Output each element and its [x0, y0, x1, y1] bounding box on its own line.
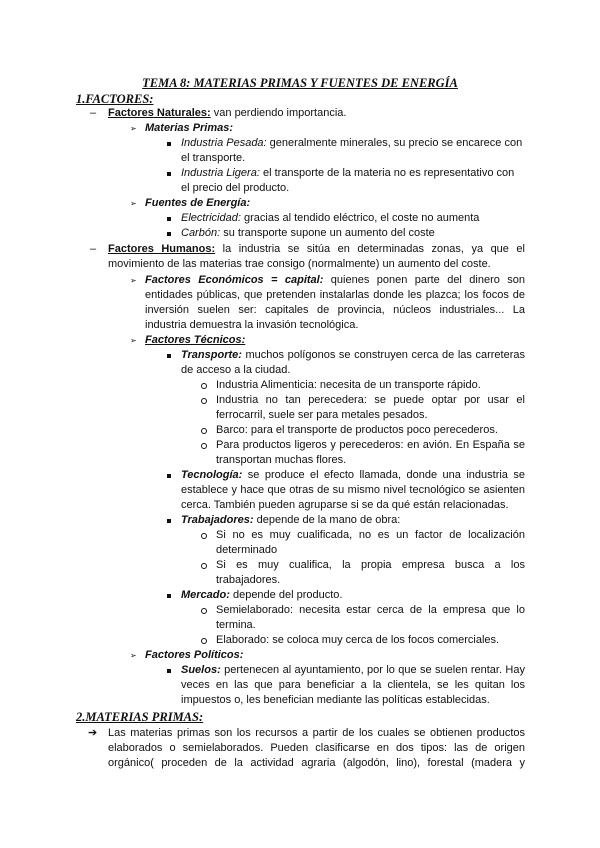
trabajadores-label: Trabajadores:	[181, 514, 254, 526]
suelos-text-1: pertenecen al ayuntamiento, por lo que se suelen rentar. Hay	[220, 664, 525, 676]
politicos-heading: Factores Políticos:	[145, 649, 244, 661]
tecnicos-heading: Factores Técnicos:	[145, 334, 246, 346]
materias-line-1: Las materias primas son los recursos a partir de los cuales se obtienen productos	[108, 727, 525, 739]
semielaborado-line-2: termina.	[216, 619, 256, 631]
square-bullet-icon	[167, 519, 171, 523]
ligera-text-1: el transporte de la materia no es representativo con	[259, 167, 515, 179]
tecnologia-text-1: se produce el efecto llamada, donde una industria se	[242, 469, 525, 481]
circle-bullet-icon	[201, 383, 207, 389]
circle-bullet-icon	[201, 398, 207, 404]
pesada-line-1	[181, 136, 522, 151]
elaborado-line: Elaborado: se coloca muy cerca de los focos comerciales.	[216, 634, 500, 646]
naturales-text: van perdiendo importancia.	[210, 107, 347, 119]
suelos-label: Suelos:	[181, 664, 221, 676]
barco-line: Barco: para el transporte de productos poco perecederos.	[216, 424, 498, 436]
tecnologia-line-1	[181, 468, 525, 483]
trab-si-line-1: Si es muy cualifica, la propia empresa busca a los	[216, 559, 525, 571]
trabajadores-text: depende de la mano de obra:	[253, 514, 401, 526]
ligera-label: Industria Ligera:	[181, 167, 260, 179]
circle-bullet-icon	[201, 428, 207, 434]
carbon-line	[181, 226, 435, 241]
materias-line-2: elaborados o semielaborados. Pueden clasificarse en dos tipos: las de origen	[108, 742, 525, 754]
pesada-line-2: el transporte.	[181, 152, 246, 164]
square-bullet-icon	[167, 172, 171, 176]
transporte-label: Transporte:	[181, 349, 242, 361]
naturales-line	[108, 106, 346, 121]
humanos-line-2: movimiento de las materias trae consigo (normalmente) un aumento del coste.	[108, 258, 491, 270]
electricidad-line	[181, 211, 479, 226]
transporte-text-1: muchos polígonos se construyen cerca de las carreteras	[241, 349, 525, 361]
ligera-line-1	[181, 166, 514, 181]
arrowhead-bullet-icon: ➢	[130, 336, 137, 345]
tecnologia-label: Tecnología:	[181, 469, 243, 481]
square-bullet-icon	[167, 354, 171, 358]
semielaborado-line-1: Semielaborado: necesita estar cerca de la empresa que lo	[216, 604, 525, 616]
square-bullet-icon	[167, 232, 171, 236]
tecnologia-line-3: cerca. También pueden agruparse si se da qué están relacionadas.	[181, 499, 509, 511]
square-bullet-icon	[167, 217, 171, 221]
economicos-line-1	[145, 273, 525, 288]
transporte-line-2: de acceso a la ciudad.	[181, 364, 291, 376]
tecnologia-line-2: establece y hace que otras de su mismo nivel tecnológico se asienten	[181, 484, 525, 496]
materias-primas-heading: Materias Primas:	[145, 122, 234, 134]
circle-bullet-icon	[201, 443, 207, 449]
square-bullet-icon	[167, 142, 171, 146]
pesada-label: Industria Pesada:	[181, 137, 267, 149]
transporte-line-1	[181, 348, 525, 363]
economicos-text-1: quienes ponen parte del dinero son	[323, 274, 525, 286]
humanos-line-1	[108, 242, 525, 257]
suelos-line-3: impuestos o, les benefician mediante las políticas establecidas.	[181, 694, 490, 706]
square-bullet-icon	[167, 669, 171, 673]
naturales-label: Factores Naturales:	[108, 107, 211, 119]
avion-line-1: Para productos ligeros y perecederos: en avión. En España se	[216, 439, 525, 451]
section-heading-factores: 1.FACTORES:	[76, 92, 154, 106]
circle-bullet-icon	[201, 563, 207, 569]
trab-si-line-2: trabajadores.	[216, 574, 281, 586]
ligera-line-2: el precio del producto.	[181, 182, 290, 194]
circle-bullet-icon	[201, 608, 207, 614]
economicos-line-3: inversión suelen ser: capitales de provincia, núcleos industriales... La	[145, 304, 525, 316]
avion-line-2: transportan muchas flores.	[216, 454, 347, 466]
mercado-line	[181, 588, 342, 603]
carbon-text: su transporte supone un aumento del coste	[220, 227, 435, 239]
electricidad-text: gracias al tendido eléctrico, el coste no aumenta	[240, 212, 480, 224]
arrowhead-bullet-icon: ➢	[130, 651, 137, 660]
alimenticia-line: Industria Alimenticia: necesita de un transporte rápido.	[216, 379, 481, 391]
economicos-line-2: entidades públicas, que pretenden instalarlas donde les plazca; los focos de	[145, 289, 525, 301]
arrowhead-bullet-icon: ➢	[130, 276, 137, 285]
pesada-text-1: generalmente minerales, su precio se encarece con	[266, 137, 523, 149]
carbon-label: Carbón:	[181, 227, 221, 239]
square-bullet-icon	[167, 474, 171, 478]
mercado-label: Mercado:	[181, 589, 230, 601]
trab-no-line-1: Si no es muy cualificada, no es un factor de localización	[216, 529, 525, 541]
trab-no-line-2: determinado	[216, 544, 278, 556]
fuentes-heading: Fuentes de Energía:	[145, 197, 251, 209]
humanos-label: Factores Humanos:	[108, 243, 216, 255]
arrowhead-bullet-icon: ➢	[130, 124, 137, 133]
economicos-label: Factores Económicos = capital:	[145, 274, 324, 286]
circle-bullet-icon	[201, 638, 207, 644]
section-heading-materias-primas: 2.MATERIAS PRIMAS:	[76, 710, 204, 724]
humanos-text-1: la industria se sitúa en determinadas zonas, ya que el	[215, 243, 525, 255]
circle-bullet-icon	[201, 533, 207, 539]
no-perecedera-line-2: ferrocarril, suele ser para metales pesados.	[216, 409, 428, 421]
materias-line-3: orgánico( proceden de la actividad agraria (algodón, lino), forestal (madera y	[108, 757, 525, 769]
document-title: TEMA 8: MATERIAS PRIMAS Y FUENTES DE ENERGÍA	[142, 76, 458, 90]
arrowhead-bullet-icon: ➢	[130, 199, 137, 208]
electricidad-label: Electricidad:	[181, 212, 241, 224]
mercado-text: depende del producto.	[229, 589, 343, 601]
trabajadores-line	[181, 513, 400, 528]
suelos-line-1	[181, 663, 525, 678]
economicos-line-4: industria demuestra la invasión tecnológica.	[145, 319, 359, 331]
dash-bullet-icon: –	[90, 107, 97, 119]
no-perecedera-line-1: Industria no tan perecedera: se puede optar por usar el	[216, 394, 525, 406]
square-bullet-icon	[167, 594, 171, 598]
right-arrow-icon: ➔	[88, 727, 98, 739]
suelos-line-2: veces en las que para beneficiar a la clientela, se les quitan los	[181, 679, 525, 691]
dash-bullet-icon: –	[90, 243, 97, 255]
